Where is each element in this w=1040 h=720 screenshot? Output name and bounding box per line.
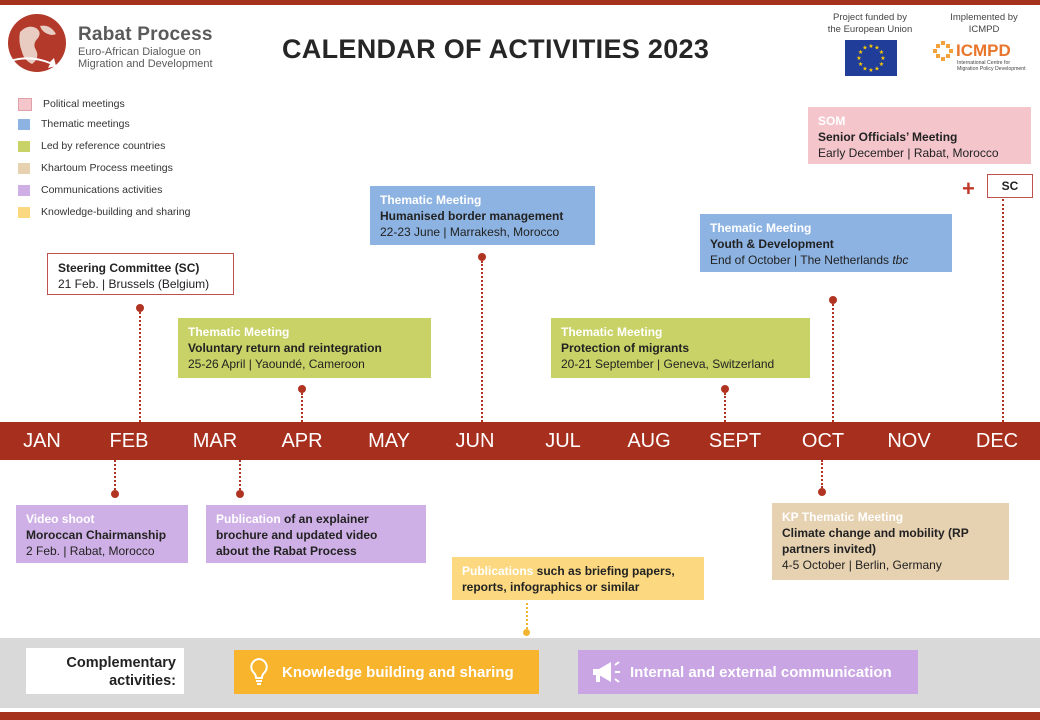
event-title-rest: of an explainer — [280, 512, 369, 526]
svg-text:★: ★ — [857, 49, 864, 56]
implemented-label — [938, 12, 1030, 36]
bottom-accent-bar — [0, 712, 1040, 720]
funded-line-1: Project funded by — [833, 12, 907, 23]
connector-dot — [523, 629, 530, 636]
month-dec: DEC — [975, 430, 1019, 452]
event-type: KP Thematic Meeting — [782, 510, 904, 524]
legend-label: Communications activities — [41, 184, 163, 196]
event-title — [462, 563, 694, 579]
event-type: Thematic Meeting — [188, 325, 290, 339]
svg-text:★: ★ — [862, 44, 868, 52]
event-title-line-2: partners invited) — [782, 542, 877, 556]
event-title: Moroccan Chairmanship — [26, 528, 167, 542]
legend-swatch — [18, 119, 30, 130]
icmpd-logo-icon — [932, 40, 954, 62]
event-protection-migrants — [551, 318, 810, 378]
legend-communications — [18, 183, 162, 197]
month-jul: JUL — [545, 430, 581, 452]
connector-dot — [111, 490, 119, 498]
event-title: Voluntary return and reintegration — [188, 341, 382, 355]
connector-dot — [136, 304, 144, 312]
event-type: Publications — [462, 564, 534, 578]
event-sc-december: SC — [987, 174, 1033, 198]
month-feb: FEB — [109, 430, 149, 452]
event-video-shoot — [16, 505, 188, 563]
event-detail: 20-21 September | Geneva, Switzerland — [561, 357, 775, 371]
event-publication-brochure — [206, 505, 426, 563]
connector-line — [114, 460, 116, 490]
eu-flag-icon — [845, 40, 897, 76]
event-steering-committee — [47, 253, 234, 295]
funded-label — [818, 12, 922, 36]
legend-reference-countries — [18, 139, 165, 153]
connector-line — [301, 393, 303, 422]
logo-subtitle-line-1: Euro-African Dialogue on — [78, 46, 201, 58]
month-apr: APR — [281, 430, 323, 452]
month-jan: JAN — [23, 430, 61, 452]
svg-text:★: ★ — [868, 43, 874, 50]
connector-line — [821, 460, 823, 488]
communication-label: Internal and external communication — [630, 663, 892, 681]
top-accent-bar — [0, 0, 1040, 5]
event-detail-text: End of October | The Netherlands — [710, 253, 889, 267]
connector-dot — [478, 253, 486, 261]
month-mar: MAR — [192, 430, 238, 452]
event-title: Youth & Development — [710, 237, 834, 251]
event-title-line-2: brochure and updated video — [216, 528, 378, 542]
event-detail: 25-26 April | Yaoundé, Cameroon — [188, 357, 365, 371]
event-detail: 2 Feb. | Rabat, Morocco — [26, 544, 155, 558]
svg-text:★: ★ — [880, 55, 886, 62]
legend-swatch — [18, 163, 30, 174]
svg-text:★: ★ — [874, 65, 880, 73]
month-sept: SEPT — [708, 430, 762, 452]
complementary-label-line-2: activities: — [109, 673, 176, 689]
event-voluntary-return — [178, 318, 431, 378]
legend-political — [18, 97, 125, 111]
rabat-globe-logo-icon — [6, 12, 68, 74]
legend-label: Khartoum Process meetings — [41, 162, 173, 174]
event-title-line-2: reports, infographics or similar — [462, 580, 640, 594]
month-nov: NOV — [887, 430, 931, 452]
month-oct: OCT — [801, 430, 845, 452]
svg-text:★: ★ — [857, 61, 864, 68]
legend-swatch — [18, 141, 30, 152]
svg-text:★: ★ — [856, 55, 862, 62]
event-type: Video shoot — [26, 512, 95, 526]
svg-text:★: ★ — [868, 67, 874, 74]
event-publications — [452, 557, 704, 600]
event-type: Publication — [216, 512, 281, 526]
connector-line — [139, 312, 141, 422]
event-detail: 4-5 October | Berlin, Germany — [782, 558, 942, 572]
connector-line — [239, 460, 241, 490]
knowledge-building-label: Knowledge building and sharing — [282, 663, 514, 681]
legend-label: Led by reference countries — [41, 140, 166, 152]
event-detail — [710, 252, 942, 268]
legend-khartoum — [18, 161, 173, 175]
event-title-rest: such as briefing papers, — [533, 564, 675, 578]
connector-line — [724, 393, 726, 422]
event-title — [216, 511, 416, 527]
legend-label: Political meetings — [43, 98, 125, 110]
event-type: SOM — [818, 114, 846, 128]
legend-swatch — [18, 185, 30, 196]
knowledge-building-box — [234, 650, 539, 694]
event-title: Senior Officials’ Meeting — [818, 130, 958, 144]
event-title: Steering Committee (SC) — [58, 261, 200, 275]
legend-label: Thematic meetings — [41, 118, 130, 130]
connector-line — [1002, 199, 1004, 422]
event-detail: Early December | Rabat, Morocco — [818, 146, 999, 160]
plus-icon: + — [962, 176, 975, 201]
logo-title: Rabat Process — [78, 24, 213, 45]
legend-thematic — [18, 117, 130, 131]
svg-text:★: ★ — [878, 61, 885, 68]
legend-knowledge — [18, 205, 190, 219]
svg-text:★: ★ — [878, 49, 885, 56]
event-title: Protection of migrants — [561, 341, 690, 355]
implemented-line-2: ICMPD — [968, 24, 1000, 35]
event-border-management — [370, 186, 595, 245]
connector-dot — [829, 296, 837, 304]
event-type: Thematic Meeting — [380, 193, 482, 207]
connector-dot — [298, 385, 306, 393]
implemented-line-1: Implemented by — [950, 12, 1018, 23]
event-type: Thematic Meeting — [561, 325, 663, 339]
event-detail: 22-23 June | Marrakesh, Morocco — [380, 225, 560, 239]
connector-dot — [721, 385, 729, 393]
communication-box — [578, 650, 918, 694]
event-youth-development — [700, 214, 952, 272]
month-jun: JUN — [455, 430, 495, 452]
icmpd-sub-line-2: Migration Policy Development — [957, 66, 1026, 72]
connector-line — [481, 261, 483, 422]
event-title: Climate change and mobility (RP — [782, 526, 969, 540]
megaphone-icon — [590, 659, 622, 685]
complementary-label — [26, 648, 184, 694]
logo-subtitle-line-2: Migration and Development — [78, 58, 213, 70]
complementary-label-line-1: Complementary — [66, 655, 176, 671]
legend-swatch — [18, 98, 32, 111]
event-kp-climate — [772, 503, 1009, 580]
legend-label: Knowledge-building and sharing — [41, 206, 191, 218]
icmpd-subtitle — [957, 60, 1037, 72]
event-som — [808, 107, 1031, 164]
logo-subtitle — [78, 46, 213, 70]
funded-line-2: the European Union — [827, 24, 913, 35]
event-title: Humanised border management — [380, 209, 564, 223]
svg-text:★: ★ — [874, 44, 880, 52]
month-aug: AUG — [627, 430, 671, 452]
event-type: Thematic Meeting — [710, 221, 812, 235]
page-title: CALENDAR OF ACTIVITIES 2023 — [282, 34, 710, 64]
month-may: MAY — [368, 430, 410, 452]
icmpd-sub-line-1: International Centre for — [957, 60, 1011, 66]
event-detail-tbc: tbc — [892, 253, 909, 267]
svg-text:★: ★ — [862, 65, 868, 73]
icmpd-name: ICMPD — [956, 41, 1011, 60]
connector-dot — [818, 488, 826, 496]
connector-dot — [236, 490, 244, 498]
event-detail: 21 Feb. | Brussels (Belgium) — [58, 277, 210, 291]
event-title-line-3: about the Rabat Process — [216, 544, 357, 558]
legend-swatch — [18, 207, 30, 218]
lightbulb-icon — [248, 657, 270, 687]
connector-line — [832, 304, 834, 422]
